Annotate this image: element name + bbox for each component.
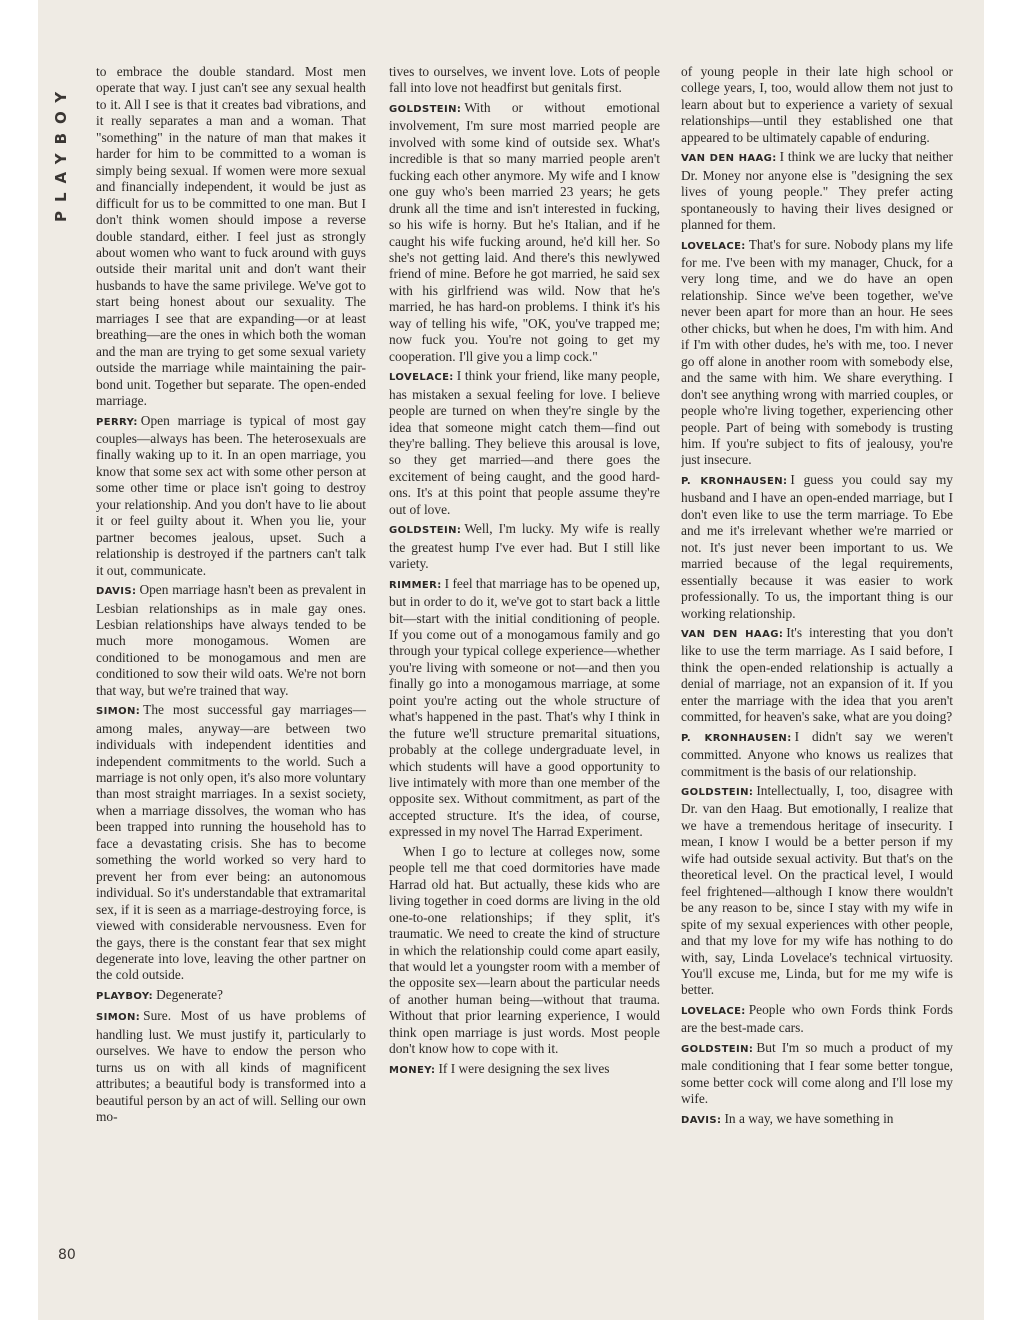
dialogue-paragraph [681, 729, 953, 780]
dialogue-paragraph [681, 1002, 953, 1037]
speaker-label: LOVELACE: [389, 372, 454, 384]
paragraph-text: That's for sure. Nobody plans my life for me. I've been with my manager, Chuck, for a very long time, and we do have an open relationship. Since we've been together, we've never been apart for more than an hour. He sees other chicks, but when he does, I'm with him. And if I'm with other dudes, he's with me, too. I never go off alone in another room with somebody else, and the same with him. We share everything. I don't see anything wrong with married couples, or people who're living together, experiencing other people. Part of being with somebody is trusting him. If you're subject to fits of jealousy, you're just insecure. [681, 236, 953, 468]
dialogue-paragraph [681, 1040, 953, 1108]
dialogue-paragraph [681, 237, 953, 469]
paragraph-text: I think your friend, like many people, has mistaken a sexual feeling for love. I believe people are turned on when they're single by the idea that someone might catch them—find out they're balling. They believe this arousal is love, so they get married—and there goes the excitement of being caught, and the good hard-ons. It's at this point that people assume they're out of love. [389, 368, 660, 517]
paragraph-text: I think we are lucky that neither Dr. Money nor anyone else is "designing the sex lives of young people." They prefer acting spontaneously to having their lives designed or planned for them. [681, 149, 953, 233]
dialogue-paragraph [389, 521, 660, 572]
speaker-label: VAN DEN HAAG: [681, 628, 784, 640]
dialogue-paragraph [681, 1111, 953, 1129]
speaker-label: GOLDSTEIN: [389, 525, 462, 537]
dialogue-paragraph [681, 149, 953, 233]
text-column-3 [681, 64, 953, 1276]
speaker-label: VAN DEN HAAG: [681, 153, 777, 165]
text-column-2 [389, 64, 660, 1276]
speaker-label: RIMMER: [389, 579, 442, 591]
dialogue-paragraph [389, 100, 660, 365]
dialogue-paragraph [96, 582, 366, 699]
speaker-label: DAVIS: [681, 1114, 722, 1126]
paragraph-text: Degenerate? [156, 986, 223, 1002]
dialogue-paragraph [681, 64, 953, 146]
speaker-label: SIMON: [96, 706, 141, 718]
paragraph-text: to embrace the double standard. Most men operate that way. I just can't see any sexual health to it. All I see is that it creates bad vibrations, and it really separates a man and a woman. That "something" in the nature of man that makes it harder for him to be committed to a woman is simply being sexual. If women were more sexual and financially independent, it would be just as difficult for us to be committed to one man. But I don't think women should impose a reverse double standard, either. I feel just as strongly about women who want to fuck around with guys outside their marital unit and don't want their husbands to have the same privilege. We've got to start being honest about our sexuality. The marriages I see that are expanding—or at least breathing—are the ones in which both the woman and the man are trying to get some sexual variety outside the marriage while maintaining the pair-bond unit. Together but separate. The open-ended marriage. [96, 64, 366, 409]
dialogue-paragraph [389, 64, 660, 97]
paragraph-text: Open marriage hasn't been as prevalent in Lesbian relationships as in male gay ones. Lesbian relationships have always tended to be much more monogamous. Women are conditioned to be monogamous and men are conditioned to sow their wild oats. We're not born that way, but we're trained that way. [96, 582, 366, 698]
paragraph-text: With or without emotional involvement, I'm sure most married people are involved with some kind of outside sex. What's incredible is that so many married people aren't fucking each other anymore. My wife and I know one guy who's been married 23 years; he gets drunk all the time and isn't interested in fucking, so his wife is horny. But he's Italian, and if he caught his wife fucking around, he'd kill her. So she's not getting laid. And there's this newlywed friend of mine. Before he got married, he said sex with his girlfriend was wild. Now that he's married, he has hard-on problems. I think it's his way of telling his wife, "OK, you've trapped me; now fuck you. You're not going to get my cooperation. I'll give you a limp cock." [389, 99, 660, 364]
speaker-label: P. KRONHAUSEN: [681, 732, 792, 744]
paragraph-text: If I were designing the sex lives [438, 1060, 610, 1076]
paragraph-text: Intellectually, I, too, disagree with Dr. van den Haag. But emotionally, I realize that we have a tremendous heritage of insecurity. I mean, I know I would be a better person if my wife had outside sexual activity. But that's on the theoretical level. On the practical level, I would feel frightened—although I know there wouldn't be any reason to be, since I stay with my wife in spite of my sexual experiences with other people, and that my love for my wife has nothing to do with, say, Linda Lovelace's technical virtuosity. You'll excuse me, Linda, but for me my wife is better. [681, 783, 953, 998]
speaker-label: P. KRONHAUSEN: [681, 475, 788, 487]
paragraph-text: I didn't say we weren't committed. Anyone who knows us realizes that commitment is the basis of our relationship. [681, 728, 953, 779]
speaker-label: MONEY: [389, 1064, 436, 1076]
dialogue-paragraph [96, 1008, 366, 1125]
speaker-label: LOVELACE: [681, 240, 746, 252]
paragraph-text: tives to ourselves, we invent love. Lots of people fall into love not headfirst but genitals first. [389, 64, 660, 96]
paragraph-text: Open marriage is typical of most gay couples—always has been. The heterosexuals are finally waking up to it. In an open marriage, you know that some sex act with some other person at some other time or place isn't going to destroy your relationship. And you don't have to lie about it or feel guilty about it. When you lie, your partner becomes jealous, upset. Such a relationship is destroyed if the partners can't talk it out, communicate. [96, 412, 366, 578]
speaker-label: GOLDSTEIN: [389, 103, 462, 115]
dialogue-paragraph [96, 413, 366, 580]
paragraph-text: When I go to lecture at colleges now, some people tell me that coed dormitories have made Harrad old hat. But actually, these kids who are living together in coed dorms are living in the old one-to-one relationships; if they split, it's traumatic. We need to create the kind of structure in which the relationship could come apart easily, that would let a youngster room with a member of the opposite sex—learn about the particular needs of another human being—without that trauma. Without that prior learning experience, I would think open marriage is just words. Most people don't know how to cope with it. [389, 843, 660, 1057]
dialogue-paragraph [681, 472, 953, 622]
speaker-label: GOLDSTEIN: [681, 787, 754, 799]
paragraph-text: But I'm so much a product of my male conditioning that I fear some better tongue, some better cock will come along and I'll lose my wife. [681, 1039, 953, 1107]
paragraph-text: Sure. Most of us have problems of handling lust. We must justify it, particularly to ourselves. We have to endow the person who turns us on with all kinds of magnificent attributes; a beautiful body is transformed into a beautiful person by an act of will. Selling our own mo- [96, 1008, 366, 1125]
dialogue-paragraph [389, 368, 660, 518]
speaker-label: PLAYBOY: [96, 990, 154, 1002]
page-number: 80 [58, 1247, 76, 1263]
paragraph-text: The most successful gay marriages—among males, anyway—are between two individuals with independent identities and independent commitments to the world. Such a marriage is not only open, it's also more voluntary than most straight marriages. In a sexist society, when a marriage dissolves, the woman who has been trapped into running the household has to face a devastating crisis. She has to become something the world worked so very hard to prevent her from ever being: an autonomous individual. So it's understandable that extramarital sex, if it is seen as a marriage-destroying force, is viewed with considerable nervousness. Even for the gays, there is the constant fear that sex might degenerate into love, leaving the other partner on the cold outside. [96, 702, 366, 983]
speaker-label: GOLDSTEIN: [681, 1043, 754, 1055]
dialogue-paragraph [389, 844, 660, 1058]
paragraph-text: People who own Fords think Fords are the best-made cars. [681, 1001, 953, 1036]
dialogue-paragraph [389, 1061, 660, 1079]
paragraph-text: Well, I'm lucky. My wife is really the greatest hump I've ever had. But I still like variety. [389, 521, 660, 572]
speaker-label: SIMON: [96, 1012, 141, 1024]
dialogue-paragraph [96, 64, 366, 410]
running-brand-header: PLAYBOY [52, 82, 70, 222]
paragraph-text: It's interesting that you don't like to use the term marriage. As I said before, I think the open-ended relationship is actually a denial of marriage, not an expansion of it. If you enter the marriage with the idea that you aren't committed, for heaven's sake, what are you doing? [681, 624, 953, 725]
dialogue-paragraph [96, 987, 366, 1005]
paragraph-text: I feel that marriage has to be opened up, but in order to do it, we've got to start back a little bit—start with the initial conditioning of people. If you come out of a monogamous family and go through your typical college experience—whether you're living with someone or not—and then you finally go into a monogamous marriage, at some point you're acting out the whole structure of what's happened in the past. That's why I think in the future we'll structure premarital situations, probably at the college undergraduate level, in which students will have a good opportunity to live intimately with more than one member of the opposite sex. Without commitment, as part of the accepted structure. It's the idea, of course, expressed in my novel The Harrad Experiment. [389, 575, 660, 840]
speaker-label: DAVIS: [96, 586, 137, 598]
speaker-label: LOVELACE: [681, 1005, 746, 1017]
dialogue-paragraph [681, 783, 953, 999]
text-column-1 [96, 64, 366, 1276]
speaker-label: PERRY: [96, 416, 138, 428]
dialogue-paragraph [389, 576, 660, 841]
dialogue-paragraph [96, 702, 366, 984]
paragraph-text: of young people in their late high school or college years, I, too, would allow them not just to learn about but to experience a variety of sexual relationships—until they established one that appeared to be ultimately capable of enduring. [681, 64, 953, 145]
paragraph-text: In a way, we have something in [724, 1110, 894, 1126]
paragraph-text: I guess you could say my husband and I have an open-ended marriage, but I don't even like to use the term marriage. To Ebe and me it's irrelevant whether we're married or not. It's just never been important to us. We married because of the legal requirements, essentially because it was easier to work professionally. To us, the important thing is our working relationship. [681, 471, 953, 621]
dialogue-paragraph [681, 625, 953, 726]
